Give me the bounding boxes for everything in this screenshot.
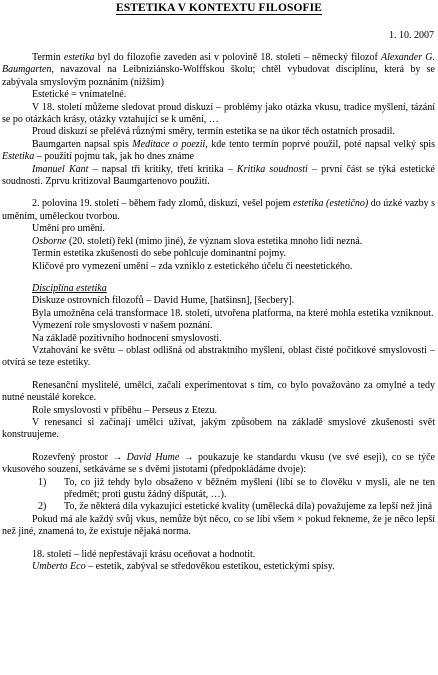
paragraph-positive-evaluation: Na základě pozitivního hodnocení smyslovosti. xyxy=(32,332,222,344)
paragraph-perseus: Role smyslovosti v příběhu – Perseus z Etezu. xyxy=(32,404,217,416)
document-date: 1. 10. 2007 xyxy=(389,30,434,41)
paragraph-discussions: Proud diskuzí se přelévá různými směry, termín estetika se na úkor těch ostatních prosadil. xyxy=(32,126,395,138)
paragraph-transformation: Byla umožněna celá transformace 18. století, utvořena platforma, na které mohla estetika vzniknout. xyxy=(32,307,434,319)
paragraph-18th-beauty: 18. století – lidé nepřestávají krásu oceňovat a hodnotit. xyxy=(32,548,256,560)
paragraph-18th-century: V 18. století můžeme sledovat proud diskuzí – problémy jako otázka vkusu, tradice myšlení, tázání se po otázkách krásy, otázky vztahující se k umění, … xyxy=(2,101,435,126)
list-item: 2) To, že některá díla vykazující estetické kvality (umělecká díla) považujeme za lepší než jiná xyxy=(38,501,433,513)
certainties-list xyxy=(2,477,435,514)
section-heading-discipline: Disciplína estetika xyxy=(32,282,107,294)
paragraph-sensuality-role: Vymezení role smyslovosti v našem poznání. xyxy=(32,320,213,332)
paragraph-19th-century: 2. polovina 19. století – během řady zlomů, diskuzí, vešel pojem estetika (estetično) do úzké vazby s uměním, uměleckou tvorbou. xyxy=(2,198,435,222)
paragraph-hume: Rozevřený prostor → David Hume → poukazuje ke standardu vkusu (ve své eseji), co se týče vkusového souzení, setkáváme se s dvěmi jistotami (předpokládáme dvoje): xyxy=(2,451,435,476)
paragraph-baumgarten: Baumgarten napsal spis Meditace o poezii, kde tento termín poprvé použil, poté napsal velký spis Estetika – použití pojmu tak, jak ho dnes známe xyxy=(2,138,436,163)
paragraph-renaissance-thinkers: Renesanční myslitelé, umělci, začali experimentovat s tím, co bylo považováno za omylné a tedy nutné neustálé korekce. xyxy=(2,379,435,404)
paragraph-eco: Umberto Eco – estetik, zabýval se středověkou estetikou, estetickými spisy. xyxy=(32,561,335,573)
list-item: 1) To, co již tehdy bylo obsaženo v běžném myšlení (líbí se to člověku v mysli, ale ne ten předmět; proti gustu žádný dišputát, …). xyxy=(38,476,435,500)
paragraph-relation-world: Vztahování ke světu – oblast odlišná od abstraktního myšlení, oblast čisté počitkové smyslovosti – otvírá se teze estetiky. xyxy=(2,344,435,369)
paragraph-kant: Imanuel Kant – napsal tři kritiky, třetí kritika – Kritika soudnosti – první část se týká estetické soudnosti. Zprvu kritizoval Baumgartenovo použití. xyxy=(2,163,435,188)
paragraph-island-philosophers: Diskuze ostrovních filozofů – David Hume, [hatšinsn], [šecbery]. xyxy=(32,295,295,307)
paragraph-art-for-art: Umění pro umění. xyxy=(32,223,106,235)
paragraph-definition: Estetické = vnímatelné. xyxy=(32,89,127,101)
paragraph-renaissance-artists: V renesanci si začínají umělci užívat, jakým způsobem na základě smyslové zkušenosti svět konstruujeme. xyxy=(2,416,435,441)
paragraph-taste-norm: Pokud má ale každý svůj vkus, nemůže být něco, co se líbí všem × pokud řekneme, že je něco lepší než jiné, znamená to, že existuje nějaká norma. xyxy=(2,513,435,538)
paragraph-key-definition: Klíčové pro vymezení umění – zda vzniklo z estetického účelu či neestetického. xyxy=(32,260,353,272)
paragraph-experience: Termín estetika zkušenosti do sebe pohlcuje dominantní pojmy. xyxy=(32,248,287,260)
document-body xyxy=(2,52,435,573)
document-title: ESTETIKA V KONTEXTU FILOSOFIE xyxy=(115,2,323,14)
paragraph-estetika-origin: Termín estetika byl do filozofie zaveden asi v polovině 18. století – německý filozof Alexander G. Baumgarten, navazoval na Leibniziánsko-Wolffskou školu; chtěl vybudovat disciplínu, která by se zabývala smyslovým poznáním (nižším) xyxy=(2,52,435,88)
paragraph-osborne: Osborne (20. století) řekl (mimo jiné), že význam slova estetika mnoho lidí nezná. xyxy=(32,235,363,247)
